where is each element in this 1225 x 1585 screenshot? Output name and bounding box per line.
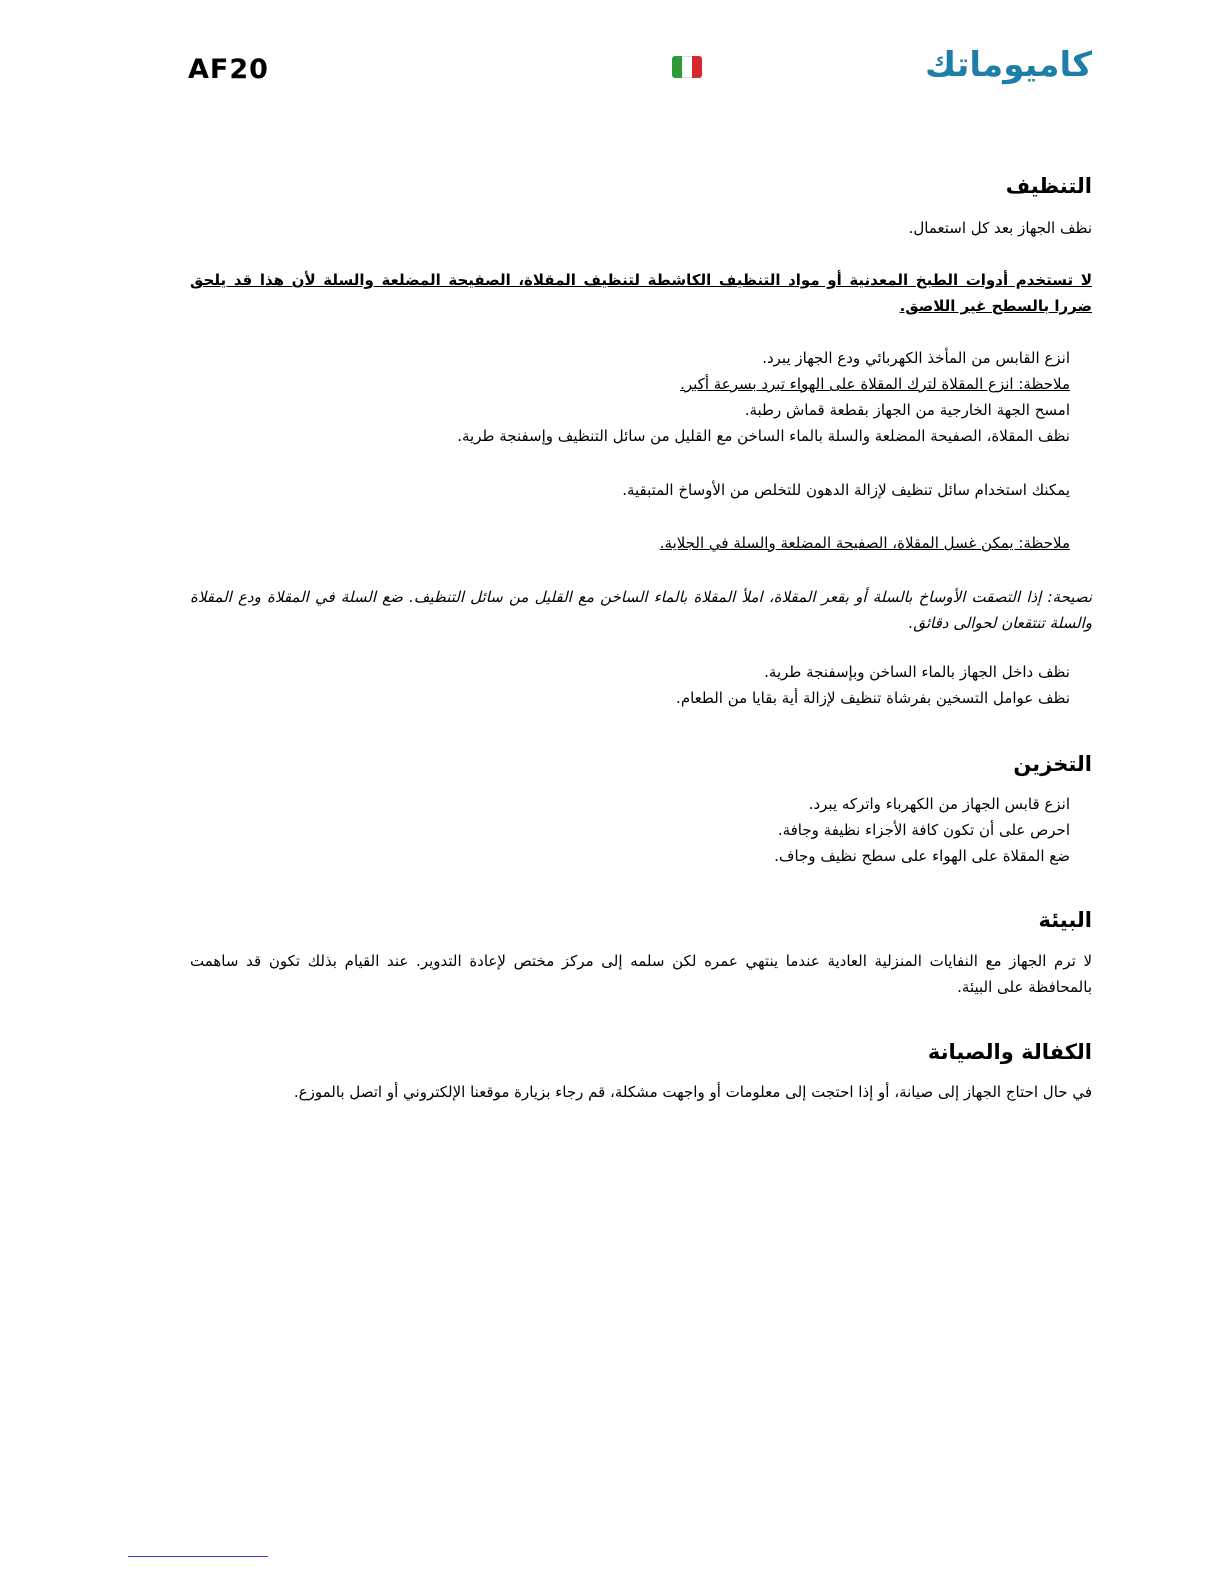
cleaning-note-dishwasher: ملاحظة: يمكن غسل المقلاة، الصفيحة المضلعة والسلة في الجلاية.: [659, 534, 1070, 552]
cleaning-warning: لا تستخدم أدوات الطبخ المعدنية أو مواد التنظيف الكاشطة لتنظيف المقلاة، الصفيحة المضلعة والسلة لأن هذا قد يلحق ضررا بالسطح غير اللاصق.: [190, 271, 1092, 315]
storage-step-clean: احرص على أن تكون كافة الأجزاء نظيفة وجافة.: [777, 821, 1070, 839]
model-name: AF20: [188, 54, 269, 85]
brand-logo-text: كاميوماتك: [924, 45, 1092, 85]
storage-step-unplug: انزع قابس الجهاز من الكهرباء واتركه يبرد.: [808, 795, 1070, 813]
italy-flag-icon: [672, 56, 702, 78]
cleaning-intro: نظف الجهاز بعد كل استعمال.: [908, 219, 1092, 237]
cleaning-step-wash: نظف المقلاة، الصفيحة المضلعة والسلة بالماء الساخن مع القليل من سائل التنظيف وإسفنجة طرية.: [457, 427, 1070, 445]
cleaning-title: التنظيف: [1005, 174, 1092, 198]
brand-logo: [672, 45, 1092, 88]
storage-step-place: ضع المقلاة على الهواء على سطح نظيف وجاف.: [774, 847, 1070, 865]
cleaning-step-wipe: امسح الجهة الخارجية من الجهاز بقطعة قماش رطبة.: [744, 401, 1070, 419]
cleaning-tip: نصيحة: إذا التصقت الأوساخ بالسلة أو بقعر المقلاة، املأ المقلاة بالماء الساخن مع القليل من سائل التنظيف. ضع السلة في المقلاة ودع المقلاة والسلة تنتقعان لحوالى دقائق.: [190, 588, 1092, 632]
warranty-title: الكفالة والصيانة: [927, 1040, 1092, 1064]
environment-text: لا ترم الجهاز مع النفايات المنزلية العادية عندما ينتهي عمره لكن سلمه إلى مركز مختص لإعادة التدوير. عند القيام بذلك تكون قد ساهمت بالمحافظة على البيئة.: [190, 952, 1092, 996]
environment-title: البيئة: [1038, 908, 1092, 932]
cleaning-step-inside: نظف داخل الجهاز بالماء الساخن وبإسفنجة طرية.: [764, 663, 1070, 681]
footer-divider: [128, 1556, 268, 1557]
cleaning-step-degreaser: يمكنك استخدام سائل تنظيف لإزالة الدهون للتخلص من الأوساخ المتبقية.: [622, 481, 1070, 499]
storage-title: التخزين: [1013, 752, 1092, 776]
cleaning-note-cool: ملاحظة: انزع المقلاة لترك المقلاة على الهواء تبرد بسرعة أكبر.: [680, 375, 1070, 393]
cleaning-step-heating: نظف عوامل التسخين بفرشاة تنظيف لإزالة أية بقايا من الطعام.: [676, 689, 1070, 707]
warranty-text: في حال احتاج الجهاز إلى صيانة، أو إذا احتجت إلى معلومات أو واجهت مشكلة، قم رجاء بزيارة موقعنا الإلكتروني أو اتصل بالموزع.: [293, 1083, 1092, 1101]
cleaning-step-unplug: انزع القابس من المأخذ الكهربائي ودع الجهاز يبرد.: [762, 349, 1070, 367]
